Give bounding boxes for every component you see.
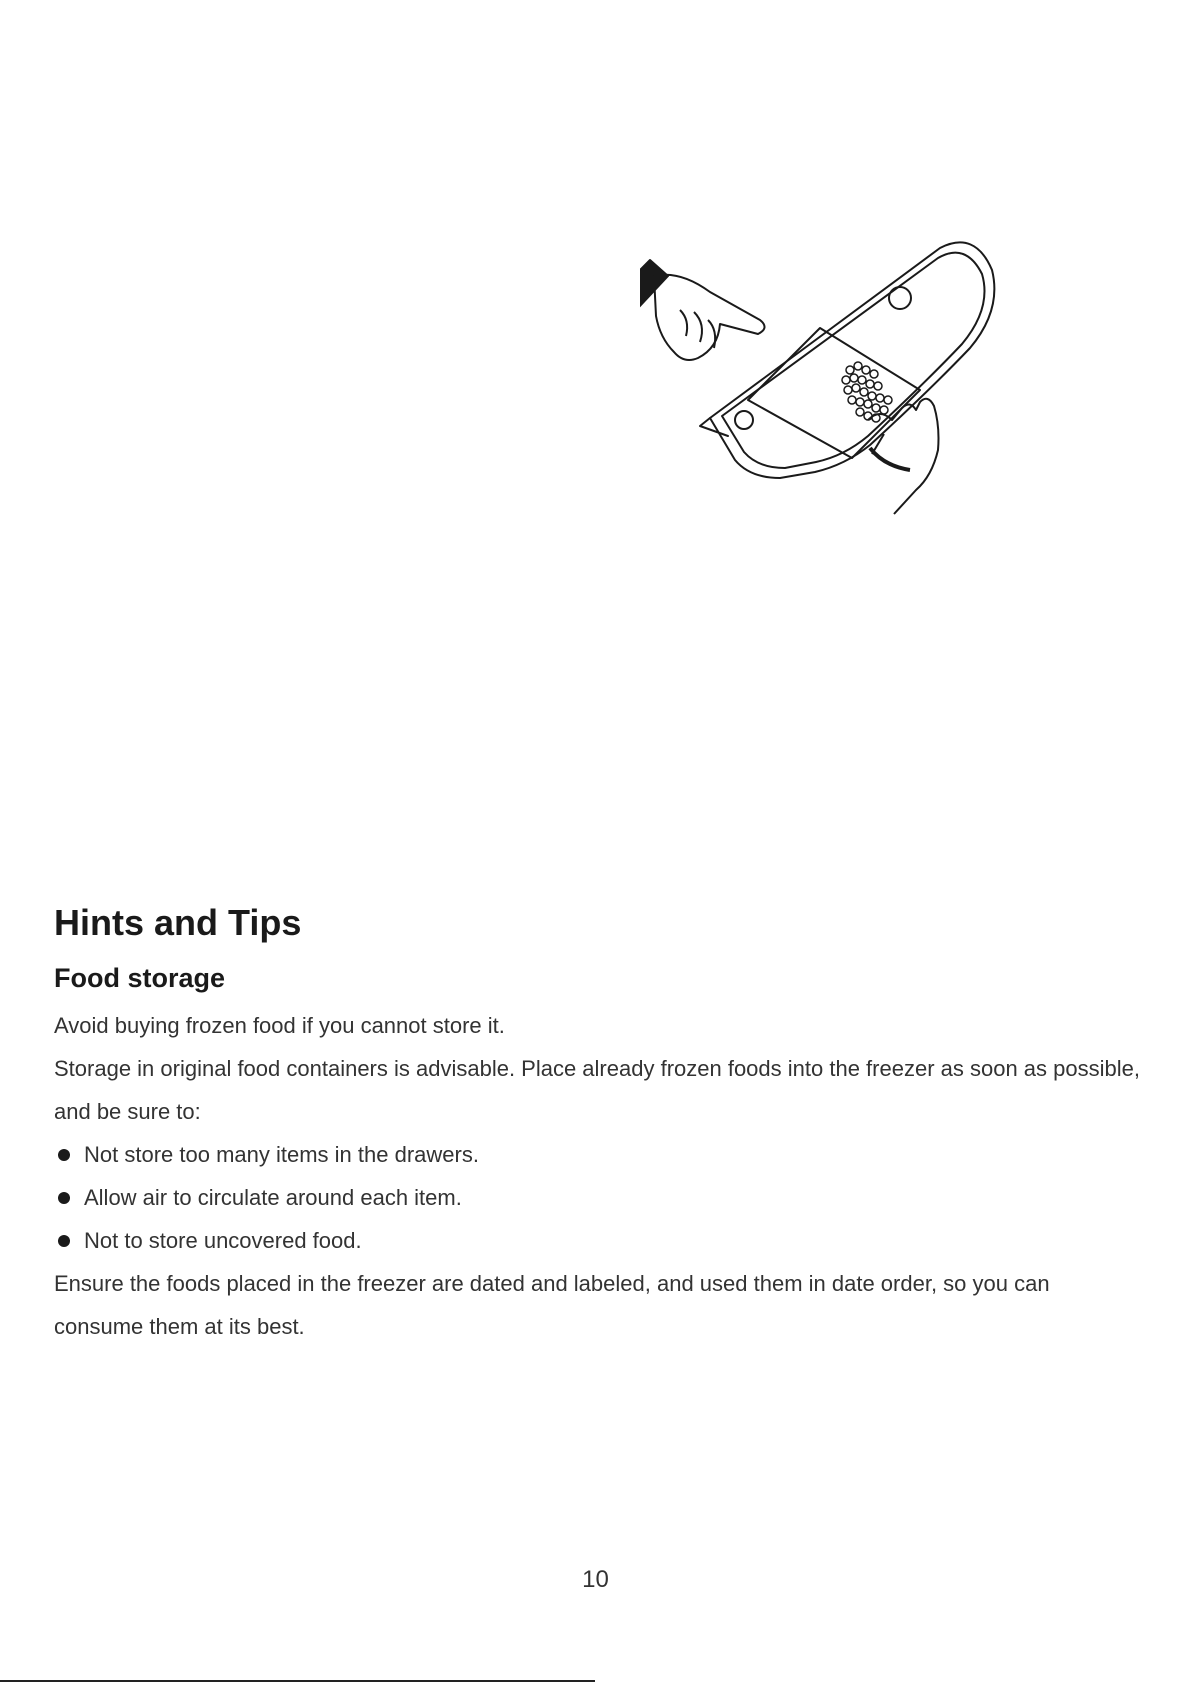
tray-hole-top bbox=[889, 287, 911, 309]
paragraph-avoid-buying: Avoid buying frozen food if you cannot store it. bbox=[54, 1013, 505, 1038]
ice-tray-illustration-icon bbox=[640, 240, 1060, 560]
left-hand bbox=[654, 275, 765, 360]
tray-outline bbox=[710, 242, 994, 478]
page-number: 10 bbox=[582, 1566, 609, 1593]
hints-and-tips-section bbox=[54, 900, 1144, 1348]
list-item bbox=[54, 1133, 1144, 1176]
section-title: Hints and Tips bbox=[54, 902, 302, 943]
bullet-text: Not to store uncovered food. bbox=[84, 1228, 362, 1253]
bullet-icon bbox=[58, 1192, 70, 1204]
tray-hole-bottom bbox=[735, 411, 753, 429]
subsection-title: Food storage bbox=[54, 963, 226, 993]
paragraph-closing: Ensure the foods placed in the freezer are dated and labeled, and used them in date order, so you can consume them at its best. bbox=[54, 1271, 1050, 1339]
bullet-icon bbox=[58, 1149, 70, 1161]
list-item bbox=[54, 1219, 1144, 1262]
tray-inner-outline bbox=[722, 253, 985, 468]
tray-panel bbox=[748, 328, 920, 458]
bottom-divider bbox=[0, 1680, 595, 1682]
paragraph-storage: Storage in original food containers is advisable. Place already frozen foods into the freezer as soon as possible, and be sure to: bbox=[54, 1056, 1140, 1124]
bullet-icon bbox=[58, 1235, 70, 1247]
bullet-text: Allow air to circulate around each item. bbox=[84, 1185, 462, 1210]
list-item bbox=[54, 1176, 1144, 1219]
storage-bullet-list bbox=[54, 1133, 1144, 1262]
bullet-text: Not store too many items in the drawers. bbox=[84, 1142, 479, 1167]
